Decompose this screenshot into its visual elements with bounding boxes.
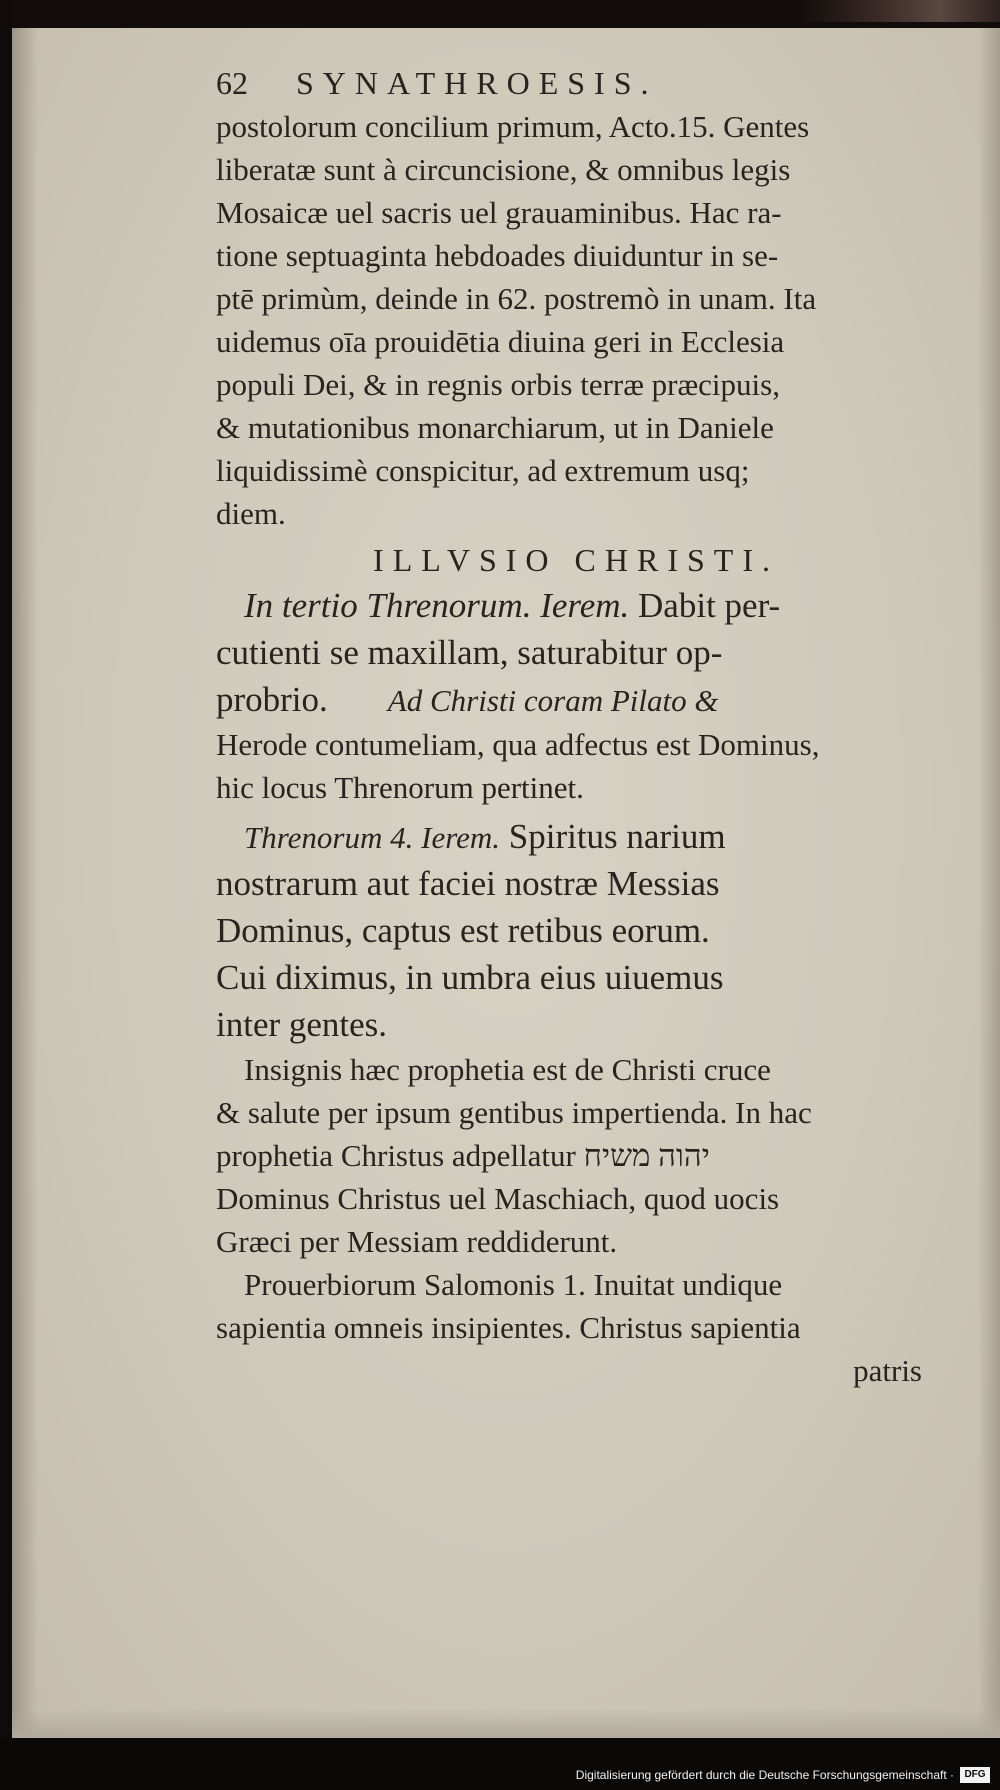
torn-page-edge (800, 0, 1000, 22)
paragraph-1-text: Dabit per- (638, 586, 781, 625)
paragraph-3-line-4: Dominus Christus uel Maschiach, quod uocis (216, 1181, 780, 1216)
running-title: SYNATHROESIS. (296, 65, 658, 101)
paragraph-2-text: Spiritus narium (508, 817, 726, 856)
paragraph-4-text: Inuitat undique (593, 1267, 783, 1302)
paragraph-3-line-1: Insignis hæc prophetia est de Christi cruce (244, 1052, 771, 1087)
paragraph-2-line-4: Cui diximus, in umbra eius uiuemus (216, 958, 724, 997)
text-line-7: populi Dei, & in regnis orbis terræ præcipuis, (216, 367, 780, 402)
dfg-logo: DFG (960, 1767, 990, 1783)
scripture-reference: In tertio Threnorum. Ierem. (244, 586, 630, 625)
paragraph-3-line-2: & salute per ipsum gentibus impertienda. In hac (216, 1095, 812, 1130)
scripture-reference: Prouerbiorum Salomonis 1. (244, 1267, 586, 1302)
text-line-8: & mutationibus monarchiarum, ut in Daniele (216, 410, 774, 445)
text-line-6: uidemus oīa prouidētia diuina geri in Ecclesia (216, 324, 785, 359)
paragraph-4-line-2: sapientia omneis insipientes. Christus sapientia (216, 1310, 801, 1345)
paragraph-1-line-3 (216, 676, 936, 723)
page-bottom-shadow (12, 1708, 1000, 1738)
catchword: patris (853, 1353, 922, 1388)
left-dark-border (0, 0, 12, 1790)
text-line-5: ptē primùm, deinde in 62. postremò in unam. Ita (216, 281, 817, 316)
paragraph-3-line-5: Græci per Messiam reddiderunt. (216, 1224, 618, 1259)
paragraph-1-line-2: cutienti se maxillam, saturabitur op- (216, 633, 723, 672)
paragraph-1-line-4: Herode contumeliam, qua adfectus est Dominus, (216, 727, 820, 762)
scripture-reference: Threnorum 4. Ierem. (244, 820, 501, 855)
paragraph-2-line-3: Dominus, captus est retibus eorum. (216, 911, 710, 950)
text-line-1: postolorum concilium primum, Acto.15. Gentes (216, 109, 810, 144)
text-line-3: Mosaicæ uel sacris uel grauaminibus. Hac ra- (216, 195, 782, 230)
paragraph-2-line-1 (216, 813, 936, 860)
running-head (216, 62, 936, 105)
paragraph-3-line-3 (216, 1134, 936, 1177)
text-line-2: liberatæ sunt à circuncisione, & omnibus legis (216, 152, 791, 187)
paragraph-3-text: prophetia Christus adpellatur (216, 1138, 576, 1173)
paragraph-1-line-1 (216, 582, 936, 629)
section-heading: ILLVSIO CHRISTI. (373, 542, 779, 578)
paragraph-4-line-1 (216, 1263, 936, 1306)
digitization-note: Digitalisierung gefördert durch die Deutsche Forschungsgemeinschaft · (575, 1768, 954, 1782)
hebrew-text: יהוה משיח (583, 1138, 710, 1173)
page-edge-shadow (978, 28, 1000, 1738)
page-number: 62 (216, 65, 248, 101)
paragraph-2-line-5: inter gentes. (216, 1005, 388, 1044)
page-text-block (216, 62, 936, 1392)
footer-bar (0, 1738, 1000, 1790)
commentary-start: Ad Christi coram Pilato & (387, 683, 719, 718)
text-line-9: liquidissimè conspicitur, ad extremum usq; (216, 453, 750, 488)
paragraph-2-line-2: nostrarum aut faciei nostræ Messias (216, 864, 720, 903)
paragraph-1-text-end: probrio. (216, 680, 328, 719)
text-line-4: tione septuaginta hebdoades diuiduntur in se- (216, 238, 779, 273)
text-line-10: diem. (216, 496, 286, 531)
page-gutter-shadow (12, 28, 38, 1738)
top-dark-border (0, 0, 1000, 28)
paragraph-1-line-5: hic locus Threnorum pertinet. (216, 770, 584, 805)
